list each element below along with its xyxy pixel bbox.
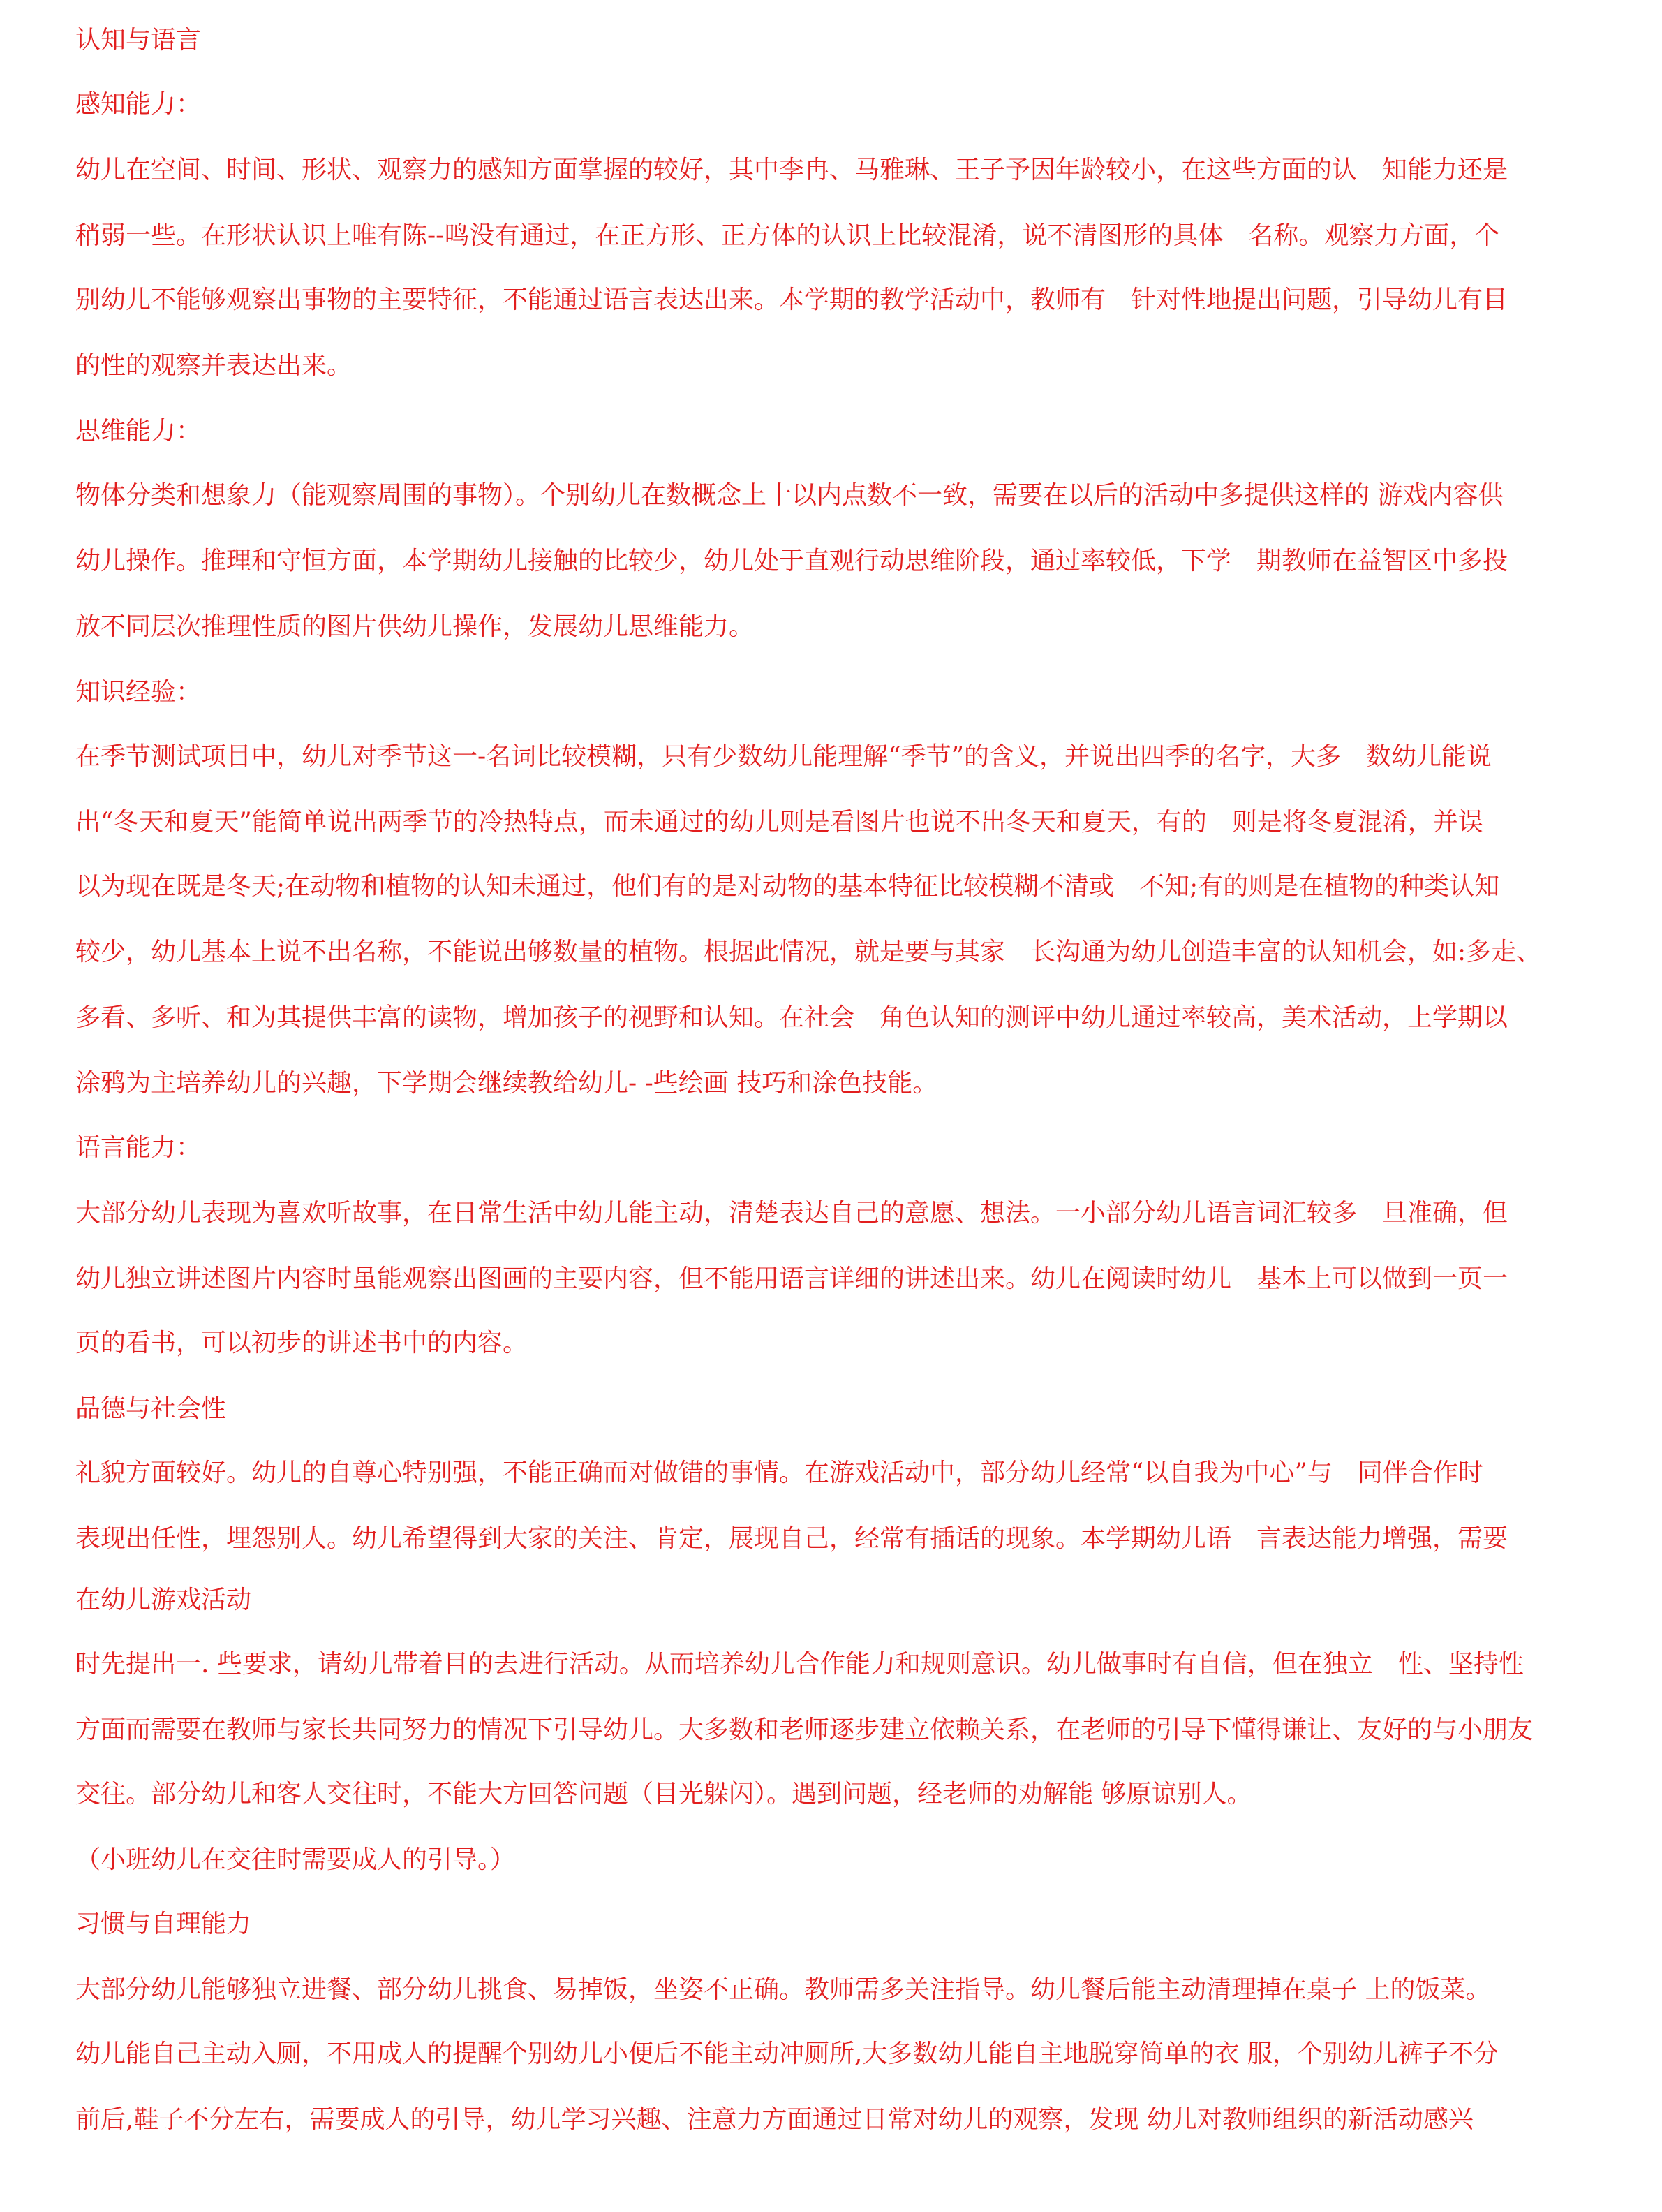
paragraph-line: 出“冬天和夏天”能简单说出两季节的冷热特点，而未通过的幼儿则是看图片也说不出冬天和夏天，有的 则是将冬夏混淆，并误 [75,808,1483,836]
paragraph-line: 的性的观察并表达出来。 [75,351,353,380]
paragraph-line: 涂鸦为主培养幼儿的兴趣，下学期会继续教给幼儿- -些绘画 技巧和涂色技能。 [75,1069,938,1098]
section-heading-habits-self-care: 习惯与自理能力 [75,1910,252,1938]
paragraph-line: 大部分幼儿能够独立进餐、部分幼儿挑食、易掉饭，坐姿不正确。教师需多关注指导。幼儿餐后能主动清理掉在桌子 上的饭菜。 [75,1975,1491,2004]
paragraph-line: 方面而需要在教师与家长共同努力的情况下引导幼儿。大多数和老师逐步建立依赖关系，在老师的引导下懂得谦让、友好的与小朋友 [75,1716,1534,1744]
paragraph-line: 页的看书，可以初步的讲述书中的内容。 [75,1329,528,1357]
paragraph-line: 稍弱一些。在形状认识上唯有陈--鸣没有通过，在正方形、正方体的认识上比较混淆，说不清图形的具体 名称。观察力方面，个 [75,221,1500,250]
section-heading-language: 语言能力： [75,1133,202,1162]
paragraph-line: 幼儿操作。推理和守恒方面，本学期幼儿接触的比较少，幼儿处于直观行动思维阶段，通过率较低，下学 期教师在益智区中多投 [75,547,1508,575]
paragraph-line: 大部分幼儿表现为喜欢听故事，在日常生活中幼儿能主动，清楚表达自己的意愿、想法。一小部分幼儿语言词汇较多 旦准确，但 [75,1199,1508,1227]
paragraph-line: 时先提出一. 些要求，请幼儿带着目的去进行活动。从而培养幼儿合作能力和规则意识。幼儿做事时有自信，但在独立 性、坚持性 [75,1650,1524,1679]
paragraph-line: 在幼儿游戏活动 [75,1586,252,1614]
paragraph-line: 在季节测试项目中，幼儿对季节这一-名词比较模糊，只有少数幼儿能理解“季节”的含义，并说出四季的名字，大多 数幼儿能说 [75,742,1492,771]
paragraph-line: 别幼儿不能够观察出事物的主要特征，不能通过语言表达出来。本学期的教学活动中，教师有 针对性地提出问题，引导幼儿有目 [75,286,1508,314]
section-heading-knowledge: 知识经验： [75,678,202,707]
section-heading-cognition-language: 认知与语言 [75,26,202,54]
paragraph-line: 多看、多听、和为其提供丰富的读物，增加孩子的视野和认知。在社会 角色认知的测评中幼儿通过率较高，美术活动，上学期以 [75,1003,1508,1032]
paragraph-line: 放不同层次推理性质的图片供幼儿操作，发展幼儿思维能力。 [75,612,755,641]
paragraph-line: 幼儿能自己主动入厕，不用成人的提醒个别幼儿小便后不能主动冲厕所,大多数幼儿能自主地脱穿简单的衣 服，个别幼儿裤子不分 [75,2040,1499,2068]
paragraph-line: 较少，幼儿基本上说不出名称，不能说出够数量的植物。根据此情况，就是要与其家 长沟通为幼儿创造丰富的认知机会，如:多走、 [75,938,1542,966]
section-heading-perception: 感知能力： [75,90,202,119]
paragraph-line: 幼儿在空间、时间、形状、观察力的感知方面掌握的较好，其中李冉、马雅琳、王子予因年龄较小，在这些方面的认 知能力还是 [75,156,1508,184]
paragraph-line: 幼儿独立讲述图片内容时虽能观察出图画的主要内容，但不能用语言详细的讲述出来。幼儿在阅读时幼儿 基本上可以做到一页一 [75,1264,1508,1293]
paragraph-line: 礼貌方面较好。幼儿的自尊心特别强，不能正确而对做错的事情。在游戏活动中，部分幼儿经常“以自我为中心”与 同伴合作时 [75,1459,1483,1487]
section-heading-morality-social: 品德与社会性 [75,1394,227,1423]
paragraph-line: 物体分类和想象力（能观察周围的事物）。个别幼儿在数概念上十以内点数不一致，需要在以后的活动中多提供这样的 游戏内容供 [75,481,1504,510]
paragraph-line: 交往。部分幼儿和客人交往时，不能大方回答问题（目光躲闪）。遇到问题，经老师的劝解能 够原谅别人。 [75,1780,1252,1808]
paragraph-line: 前后,鞋子不分左右，需要成人的引导，幼儿学习兴趣、注意力方面通过日常对幼儿的观察，发现 幼儿对教师组织的新活动感兴 [75,2105,1474,2134]
paragraph-line: 表现出任性，埋怨别人。幼儿希望得到大家的关注、肯定，展现自己，经常有插话的现象。本学期幼儿语 言表达能力增强，需要 [75,1524,1508,1553]
paragraph-line: （小班幼儿在交往时需要成人的引导。） [75,1845,516,1874]
section-heading-thinking: 思维能力： [75,417,202,445]
paragraph-line: 以为现在既是冬天;在动物和植物的认知未通过，他们有的是对动物的基本特征比较模糊不清或 不知;有的则是在植物的种类认知 [75,872,1500,901]
